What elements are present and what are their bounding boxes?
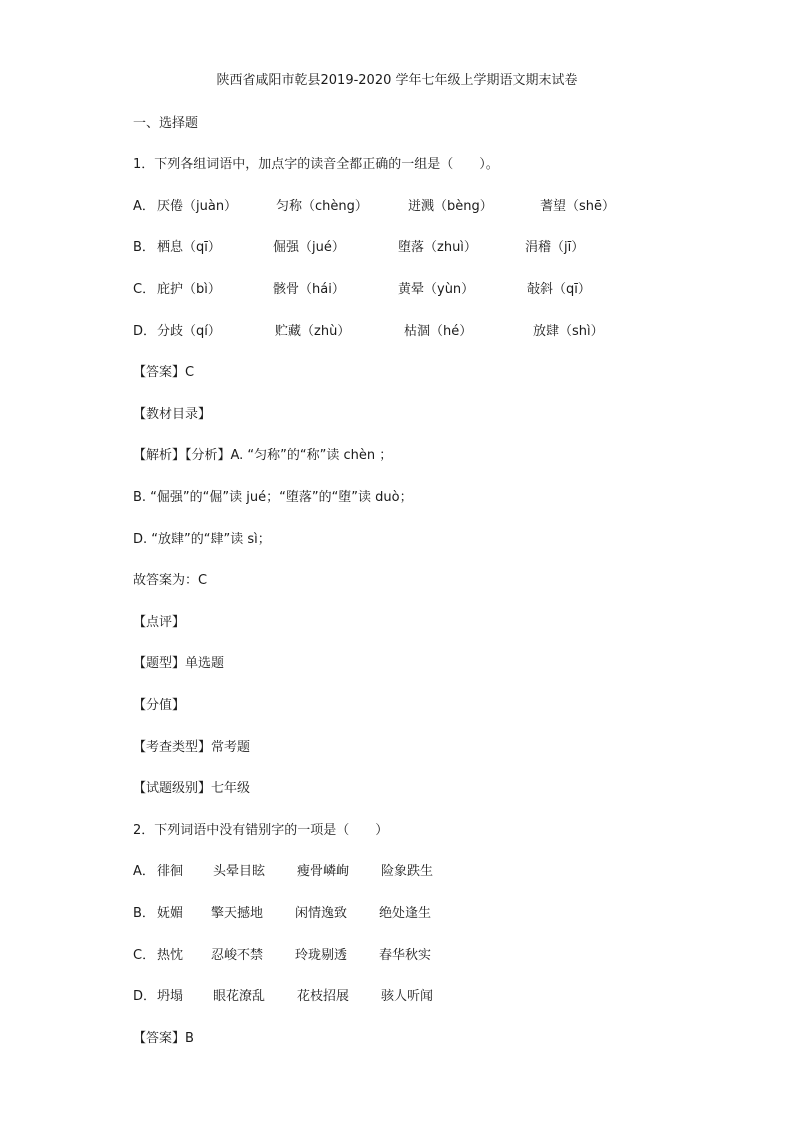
option-item: 匀称（chèng） [276, 199, 368, 214]
option-item: 徘徊 [157, 864, 184, 879]
question-1-type: 【题型】单选题 [133, 656, 225, 671]
option-label: C． [133, 282, 156, 297]
question-1-option-b [133, 238, 753, 258]
question-1-answer: 【答案】C [133, 365, 195, 380]
option-item: 热忱 [157, 948, 184, 963]
option-item: 玲珑剔透 [295, 948, 348, 963]
option-item: 黄晕（yùn） [398, 282, 475, 297]
option-item: 枯涸（hé） [404, 324, 473, 339]
option-item: 厌倦（juàn） [157, 199, 238, 214]
option-item: 骇人听闻 [381, 989, 434, 1004]
question-1-level: 【试题级别】七年级 [133, 781, 251, 796]
option-item: 迸溅（bèng） [408, 199, 493, 214]
question-2-option-b [133, 904, 753, 924]
option-item: 庇护（bì） [157, 282, 221, 297]
option-item: 倔强（jué） [273, 240, 345, 255]
option-item: 堕落（zhuì） [398, 240, 477, 255]
question-2-stem: 2．下列词语中没有错别字的一项是（ ） [133, 823, 389, 838]
question-1-analysis-d: D. “放肆”的“肆”读 sì； [133, 532, 271, 547]
question-2-answer: 【答案】B [133, 1031, 194, 1046]
option-item: 放肆（shì） [533, 324, 604, 339]
question-2-option-a [133, 862, 753, 882]
question-2-option-c [133, 946, 753, 966]
option-item: 坍塌 [157, 989, 184, 1004]
option-item: 擎天撼地 [211, 906, 264, 921]
question-1-conclusion: 故答案为：C [133, 573, 208, 588]
option-item: 敧斜（qī） [527, 282, 591, 297]
option-item: 闲情逸致 [295, 906, 348, 921]
question-1-analysis-b: B. “倔强”的“倔”读 jué；“堕落”的“堕”读 duò； [133, 490, 413, 505]
option-item: 春华秋实 [379, 948, 432, 963]
option-item: 眼花潦乱 [213, 989, 266, 1004]
option-label: A． [133, 199, 155, 214]
option-item: 骸骨（hái） [273, 282, 345, 297]
option-item: 花枝招展 [297, 989, 350, 1004]
option-item: 忍峻不禁 [211, 948, 264, 963]
question-1-analysis-a: 【解析】【分析】A. “匀称”的“称”读 chèn ； [133, 448, 393, 463]
option-item: 头晕目眩 [213, 864, 266, 879]
option-label: B． [133, 240, 155, 255]
option-item: 分歧（qí） [157, 324, 221, 339]
section-heading: 一、选择题 [133, 116, 199, 131]
question-2-option-d [133, 987, 753, 1007]
option-label: D． [133, 989, 157, 1004]
option-item: 妩媚 [157, 906, 184, 921]
option-item: 涓稽（jī） [525, 240, 585, 255]
page-title: 陕西省咸阳市乾县2019-2020 学年七年级上学期语文期末试卷 [216, 73, 578, 88]
question-1-catalog: 【教材目录】 [133, 407, 212, 422]
question-1-exam-type: 【考查类型】常考题 [133, 740, 251, 755]
question-1-option-a [133, 197, 753, 217]
option-item: 险象跌生 [381, 864, 434, 879]
option-item: 贮藏（zhù） [275, 324, 351, 339]
option-label: A． [133, 864, 155, 879]
question-1-option-c [133, 280, 753, 300]
option-label: B． [133, 906, 155, 921]
option-item: 栖息（qī） [157, 240, 221, 255]
question-1-stem: 1．下列各组词语中，加点字的读音全都正确的一组是（ ）。 [133, 157, 499, 172]
question-1-review: 【点评】 [133, 615, 186, 630]
option-label: D． [133, 324, 157, 339]
option-item: 绝处逢生 [379, 906, 432, 921]
option-item: 瘦骨嶙峋 [297, 864, 350, 879]
option-label: C． [133, 948, 156, 963]
option-item: 蓍望（shē） [540, 199, 616, 214]
question-1-score: 【分值】 [133, 698, 186, 713]
question-1-option-d [133, 322, 753, 342]
